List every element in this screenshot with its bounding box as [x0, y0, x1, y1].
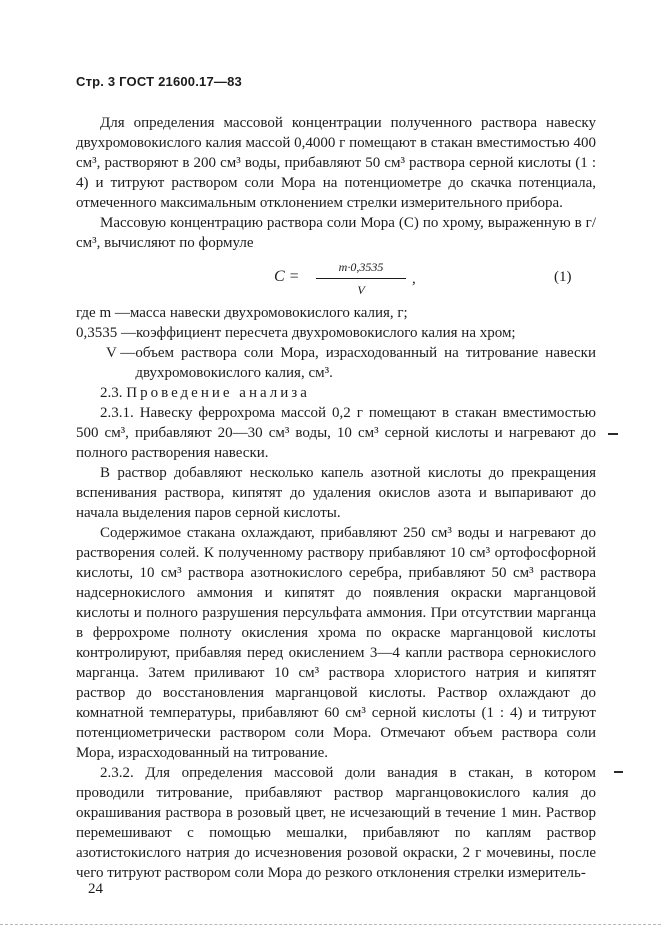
formula-number: (1) — [554, 269, 572, 285]
definition-term: 0,3535 — — [76, 325, 136, 341]
definition-term: V — — [106, 345, 136, 361]
formula-fraction — [316, 257, 406, 300]
paragraph-concentration-method: Для определения массовой концентрации полученного раствора навеску двухромовокислого калия массой 0,4000 г помещают в стакан вместимостью 400 см³, растворяют в 200 см³ воды, прибавляют 50 см³ раствора серной кислоты (1 : 4) и титруют раствором соли Мора на потенциометре до скачка потенциала, отмеченного максимальным отклонением стрелки измерительного прибора. — [76, 115, 596, 211]
page-number: 24 — [88, 881, 103, 897]
definition-m — [76, 303, 596, 323]
paragraph-2-3-2: 2.3.2. Для определения массовой доли ванадия в стакан, в котором проводили титрование, прибавляют раствор марганцовокислого калия до окрашивания раствора в розовый цвет, не исчезающий в течение 1 мин. Раствор перемешивают с помощью мешалки, прибавляют по каплям раствор азотистокислого натрия до исчезновения розовой окраски, 2 г мочевины, после чего титруют раствором соли Мора до резкого отклонения стрелки измеритель- — [76, 765, 596, 881]
definition-term: где m — — [76, 305, 130, 321]
formula-denominator: V — [357, 283, 365, 297]
paragraph-nitric-acid: В раствор добавляют несколько капель азотной кислоты до прекращения вспенивания раствора, кипятят до удаления окислов азота и выпаривают до начала выделения паров серной кислоты. — [76, 465, 596, 521]
definition-desc: коэффициент пересчета двухромовокислого калия на хром; — [136, 325, 516, 341]
definition-desc: объем раствора соли Мора, израсходованный на титрование навески двухромовокислого калия, см³. — [135, 345, 596, 381]
document-body — [76, 113, 596, 883]
section-title: Проведение анализа — [126, 385, 310, 401]
definition-v — [76, 343, 596, 383]
formula-comma: , — [412, 271, 416, 287]
definition-coefficient — [76, 323, 596, 343]
paragraph-titration: Содержимое стакана охлаждают, прибавляют 250 см³ воды и нагревают до растворения солей. К полученному раствору прибавляют 10 см³ ортофосфорной кислоты, 10 см³ раствора азотнокислого серебра, прибавляют 50 см³ раствора надсернокислого аммония и кипятят до появления окраски марганцовой кислоты и полного разрушения персульфата аммония. При отсутствии марганца в феррохроме полноту окисления хрома по окраске марганцовой кислоты контролируют, прибавляя перед окислением 3—4 капли раствора сернокислого марганца. Затем приливают 10 см³ раствора хлористого натрия и кипятят раствор до восстановления марганцовой кислоты. Раствор охлаждают до комнатной температуры, прибавляют 60 см³ серной кислоты (1 : 4) и титруют потенциометрически раствором соли Мора. Отмечают объем раствора соли Мора, израсходованный на титрование. — [76, 525, 596, 761]
section-heading — [76, 383, 596, 403]
section-number: 2.3. — [100, 385, 123, 401]
formula-lhs: C = — [274, 268, 300, 285]
margin-mark — [614, 771, 623, 773]
margin-mark — [608, 433, 618, 435]
page-header: Стр. 3 ГОСТ 21600.17—83 — [76, 74, 242, 89]
scan-edge-line — [0, 924, 661, 926]
formula-1 — [76, 255, 596, 299]
paragraph-formula-intro: Массовую концентрацию раствора соли Мора (С) по хрому, выраженную в г/см³, вычисляют по формуле — [76, 215, 596, 251]
definition-desc: масса навески двухромовокислого калия, г; — [129, 305, 408, 321]
formula-numerator: m·0,3535 — [316, 257, 406, 279]
paragraph-2-3-1: 2.3.1. Навеску феррохрома массой 0,2 г помещают в стакан вместимостью 500 см³, прибавляют 20—30 см³ воды, 10 см³ серной кислоты и нагревают до полного растворения навески. — [76, 405, 596, 461]
